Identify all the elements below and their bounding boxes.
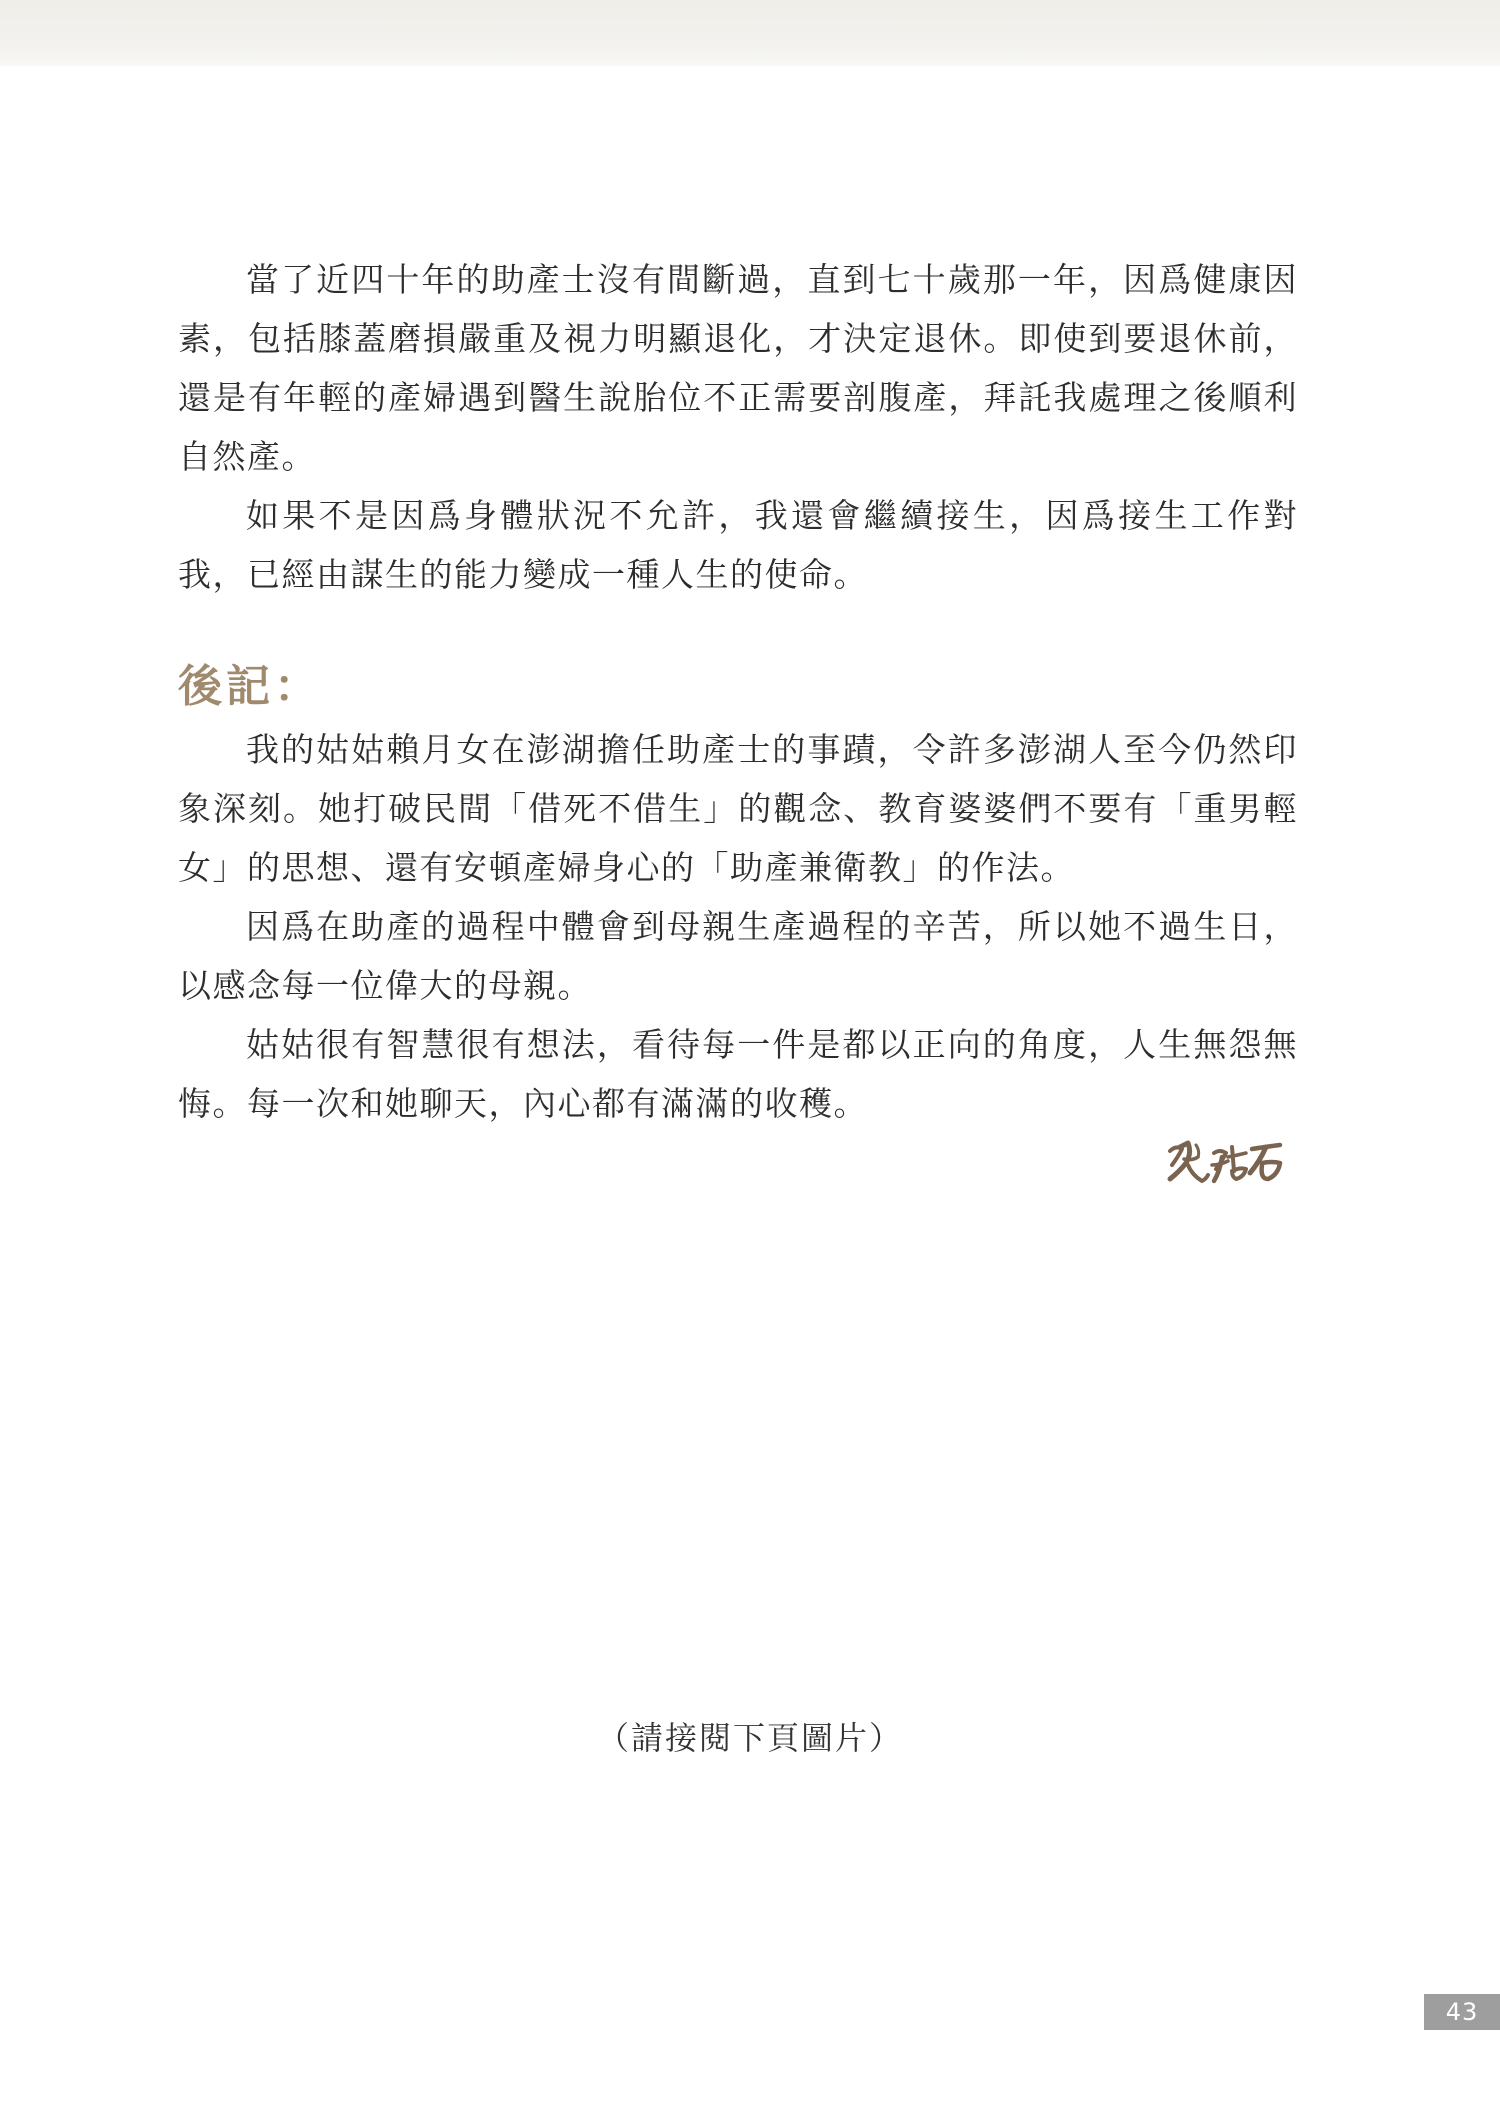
continue-note: （請接閱下頁圖片） (596, 1719, 903, 1757)
body-paragraph: 當了近四十年的助產士沒有間斷過，直到七十歲那一年，因爲健康因素，包括膝蓋磨損嚴重及視力明顯退化，才決定退休。即使到要退休前，還是有年輕的產婦遇到醫生說胎位不正需要剖腹產，拜託我處理之後順利自然產。 (178, 260, 1298, 476)
postscript-paragraph: 我的姑姑賴月女在澎湖擔任助產士的事蹟，令許多澎湖人至今仍然印象深刻。她打破民間「借死不借生」的觀念、教育婆婆們不要有「重男輕女」的思想、還有安頓產婦身心的「助產兼衛教」的作法。 (178, 730, 1298, 887)
page-number: 43 (1424, 1994, 1500, 2030)
scan-top-band (0, 0, 1500, 66)
postscript-heading: 後記： (178, 661, 322, 712)
handwritten-signature (1162, 1135, 1292, 1193)
body-text-block (178, 250, 1298, 604)
postscript-paragraph: 姑姑很有智慧很有想法，看待每一件是都以正向的角度，人生無怨無悔。每一次和她聊天，內心都有滿滿的收穫。 (178, 1025, 1298, 1123)
postscript-text-block (178, 720, 1298, 1133)
postscript-paragraph: 因爲在助產的過程中體會到母親生產過程的辛苦，所以她不過生日，以感念每一位偉大的母親。 (178, 907, 1298, 1005)
body-paragraph: 如果不是因爲身體狀況不允許，我還會繼續接生，因爲接生工作對我，已經由謀生的能力變成一種人生的使命。 (178, 496, 1298, 594)
